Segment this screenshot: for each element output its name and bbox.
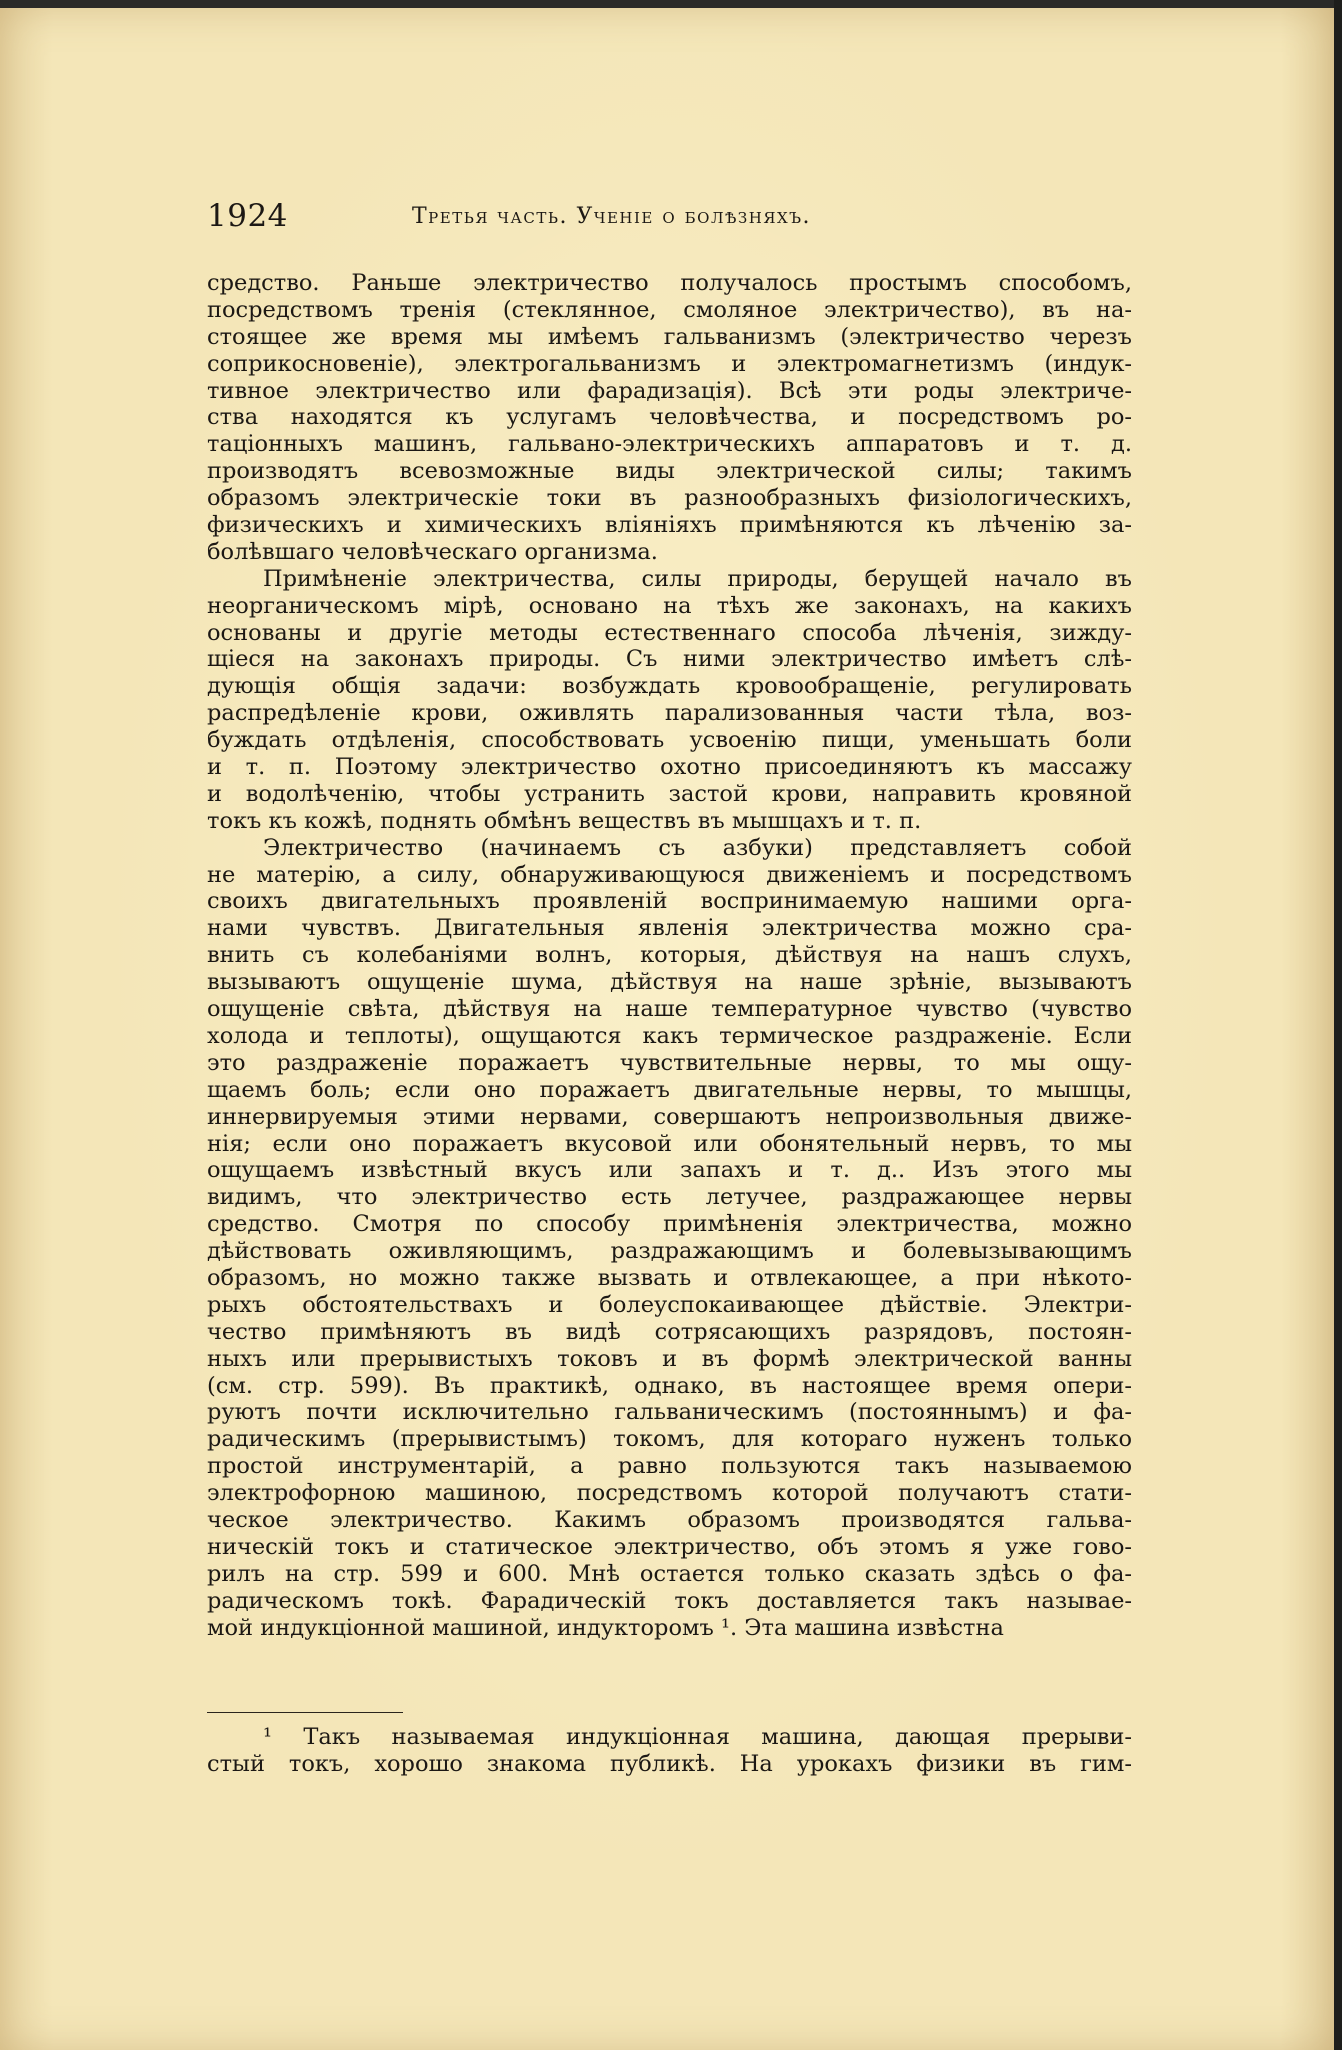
text-line: болѣвшаго человѣческаго организма. — [207, 538, 658, 565]
text-line: основаны и другіе методы естественнаго способа лѣченія, зижду- — [207, 619, 1132, 646]
text-line: (см. стр. 599). Въ практикѣ, однако, въ настоящее время опери- — [207, 1372, 1132, 1399]
text-line: чество примѣняютъ въ видѣ сотрясающихъ разрядовъ, постоян- — [207, 1318, 1132, 1345]
text-line: посредствомъ тренія (стеклянное, смоляное электричество), въ на- — [207, 296, 1132, 323]
text-line: ства находятся къ услугамъ человѣчества, и посредствомъ ро- — [207, 404, 1132, 431]
footnote-line: ¹ Такъ называемая индукціонная машина, дающая прерыви- — [263, 1724, 1132, 1750]
text-line: образомъ, но можно также вызвать и отвлекающее, а при нѣкото- — [207, 1264, 1132, 1291]
text-line: радическомъ токѣ. Фарадическій токъ доставляется такъ называе- — [207, 1587, 1132, 1614]
text-line: видимъ, что электричество есть летучее, раздражающее нервы — [207, 1184, 1132, 1211]
text-line: своихъ двигательныхъ проявленій воспринимаемую нашими орга- — [207, 888, 1132, 915]
text-line: нія; если оно поражаетъ вкусовой или обонятельный нервъ, то мы — [207, 1130, 1132, 1157]
text-line: образомъ электрическіе токи въ разнообразныхъ физіологическихъ, — [207, 485, 1132, 512]
book-page — [0, 8, 1334, 2050]
text-line: ныхъ или прерывистыхъ токовъ и въ формѣ электрической ванны — [207, 1345, 1132, 1372]
text-line: тивное электричество или фарадизація). Всѣ эти роды электриче- — [207, 377, 1132, 404]
text-line: Примѣненіе электричества, силы природы, берущей начало въ — [263, 565, 1132, 592]
text-line: физическихъ и химическихъ вліяніяхъ примѣняются къ лѣченію за- — [207, 512, 1132, 539]
footnote-line: стый токъ, хорошо знакома публикѣ. На урокахъ физики въ гим- — [207, 1751, 1132, 1777]
text-line: и водолѣченію, чтобы устранить застой крови, направить кровяной — [207, 780, 1132, 807]
text-line: щаемъ боль; если оно поражаетъ двигательные нервы, то мышцы, — [207, 1076, 1132, 1103]
text-line: холода и теплоты), ощущаются какъ термическое раздраженіе. Если — [207, 1022, 1132, 1049]
text-line: внить съ колебаніями волнъ, которыя, дѣйствуя на нашъ слухъ, — [207, 942, 1132, 969]
text-line: радическимъ (прерывистымъ) токомъ, для котораго нуженъ только — [207, 1426, 1132, 1453]
text-line: таціонныхъ машинъ, гальвано-электрическихъ аппаратовъ и т. д. — [207, 431, 1132, 458]
paragraph — [207, 835, 1132, 1642]
text-line: ническій токъ и статическое электричество, объ этомъ я уже гово- — [207, 1533, 1132, 1560]
text-line: иннервируемыя этими нервами, совершаютъ непроизвольныя движе- — [207, 1103, 1132, 1130]
text-line: нами чувствъ. Двигательныя явленія электричества можно сра- — [207, 915, 1132, 942]
text-line: дующія общія задачи: возбуждать кровообращеніе, регулировать — [207, 673, 1132, 700]
text-line: мой индукціонной машиной, индукторомъ ¹. Эта машина извѣстна — [207, 1614, 1004, 1641]
paragraph — [207, 270, 1132, 566]
text-line: щіеся на законахъ природы. Съ ними электричество имѣетъ слѣ- — [207, 646, 1132, 673]
text-line: электрофорною машиною, посредствомъ которой получаютъ стати- — [207, 1480, 1132, 1507]
text-line: средство. Раньше электричество получалось простымъ способомъ, — [207, 270, 1132, 296]
page-number: 1924 — [207, 198, 288, 234]
paragraph — [207, 566, 1132, 835]
text-line: неорганическомъ мірѣ, основано на тѣхъ же законахъ, на какихъ — [207, 592, 1132, 619]
text-line: простой инструментарій, а равно пользуются такъ называемою — [207, 1453, 1132, 1480]
text-line: ческое электричество. Какимъ образомъ производятся гальва- — [207, 1506, 1132, 1533]
text-line: ощущеніе свѣта, дѣйствуя на наше температурное чувство (чувство — [207, 996, 1132, 1023]
text-line: распредѣленіе крови, оживлять парализованныя части тѣла, воз- — [207, 700, 1132, 727]
text-line: производятъ всевозможные виды электрической силы; такимъ — [207, 458, 1132, 485]
text-line: не матерію, а силу, обнаруживающуюся движеніемъ и посредствомъ — [207, 861, 1132, 888]
footnote-divider — [207, 1712, 403, 1713]
text-line: дѣйствовать оживляющимъ, раздражающимъ и болевызывающимъ — [207, 1238, 1132, 1265]
text-line: и т. п. Поэтому электричество охотно присоединяютъ къ массажу — [207, 754, 1132, 781]
text-line: стоящее же время мы имѣемъ гальванизмъ (электричество черезъ — [207, 323, 1132, 350]
footnote — [207, 1724, 1132, 1778]
text-line: токъ къ кожѣ, поднять обмѣнъ веществъ въ мышцахъ и т. п. — [207, 807, 922, 834]
text-line: средство. Смотря по способу примѣненія электричества, можно — [207, 1211, 1132, 1238]
text-line: вызываютъ ощущеніе шума, дѣйствуя на наше зрѣніе, вызываютъ — [207, 969, 1132, 996]
text-line: рыхъ обстоятельствахъ и болеуспокаивающее дѣйствіе. Электри- — [207, 1291, 1132, 1318]
text-line: это раздраженіе поражаетъ чувствительные нервы, то мы ощу- — [207, 1049, 1132, 1076]
page-header — [207, 198, 1132, 238]
text-line: Электричество (начинаемъ съ азбуки) представляетъ собой — [263, 834, 1132, 861]
scan-edge — [1334, 0, 1342, 2050]
text-line: буждать отдѣленія, способствовать усвоенію пищи, уменьшать боли — [207, 727, 1132, 754]
text-line: соприкосновеніе), электрогальванизмъ и электромагнетизмъ (индук- — [207, 350, 1132, 377]
text-line: рилъ на стр. 599 и 600. Мнѣ остается только сказать здѣсь о фа- — [207, 1560, 1132, 1587]
text-line: ощущаемъ извѣстный вкусъ или запахъ и т. д.. Изъ этого мы — [207, 1157, 1132, 1184]
main-text — [207, 270, 1132, 1641]
running-title: Третья часть. Ученіе о болѣзняхъ. — [412, 204, 812, 229]
text-line: руютъ почти исключительно гальваническимъ (постояннымъ) и фа- — [207, 1399, 1132, 1426]
